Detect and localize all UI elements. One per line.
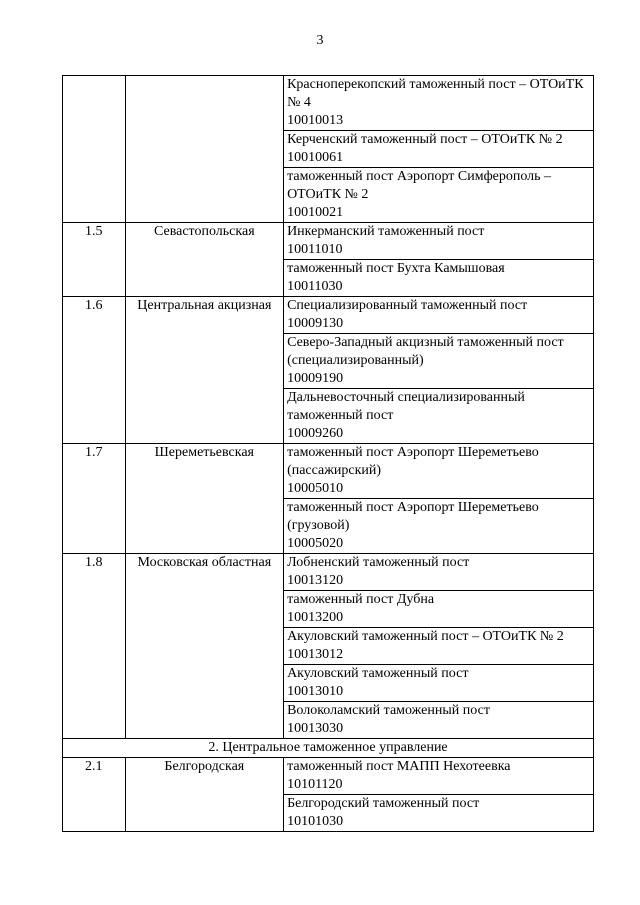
table-row [63,758,594,795]
customs-post-code: 10013010 [287,684,344,699]
table-body [63,76,594,832]
customs-post-code: 10009190 [287,371,344,386]
customs-post-name: таможенный пост МАПП Нехотеевка [287,759,511,774]
customs-post-code: 10013120 [287,573,344,588]
customs-post-cell [284,554,594,591]
customs-post-name: Акуловский таможенный пост [287,666,469,681]
customs-post-cell [284,76,594,131]
customs-post-code: 10013030 [287,721,344,736]
customs-name: Центральная акцизная [125,297,283,444]
customs-post-code: 10010013 [287,113,344,128]
customs-post-code: 10005020 [287,536,344,551]
customs-post-cell [284,665,594,702]
table-row [63,554,594,591]
customs-name: Шереметьевская [125,444,283,554]
customs-post-code: 10011010 [287,242,343,257]
customs-post-cell [284,223,594,260]
customs-name: Севастопольская [125,223,283,297]
customs-post-name: Специализированный таможенный пост [287,298,528,313]
customs-post-name: таможенный пост Аэропорт Симферополь – ОТОиТК № 2 [287,169,552,202]
table-row [63,76,594,131]
customs-post-cell [284,591,594,628]
customs-post-cell [284,168,594,223]
customs-post-code: 10009260 [287,426,344,441]
customs-post-cell [284,334,594,389]
customs-posts-table [62,75,594,832]
customs-name [125,76,283,223]
group-number: 1.8 [63,554,126,739]
customs-post-name: таможенный пост Дубна [287,592,435,607]
group-number [63,76,126,223]
table-row [63,444,594,499]
page-number: 3 [316,33,324,48]
customs-post-name: Лобненский таможенный пост [287,555,470,570]
section-title: 2. Центральное таможенное управление [63,739,594,758]
group-number: 1.7 [63,444,126,554]
customs-post-cell [284,389,594,444]
customs-post-name: Керченский таможенный пост – ОТОиТК № 2 [287,132,563,147]
customs-post-code: 10101120 [287,777,343,792]
customs-post-cell [284,795,594,832]
customs-post-cell [284,702,594,739]
customs-post-name: таможенный пост Бухта Камышовая [287,261,505,276]
customs-post-code: 10101030 [287,814,344,829]
customs-post-code: 10013012 [287,647,344,662]
customs-post-code: 10009130 [287,316,344,331]
customs-post-code: 10010021 [287,205,344,220]
customs-post-cell [284,131,594,168]
customs-post-code: 10005010 [287,481,344,496]
customs-post-name: Северо-Западный акцизный таможенный пост (специализированный) [287,335,564,368]
customs-post-name: Волоколамский таможенный пост [287,703,490,718]
table-row [63,297,594,334]
customs-post-cell [284,628,594,665]
customs-name: Московская областная [125,554,283,739]
customs-post-name: Инкерманский таможенный пост [287,224,485,239]
group-number: 1.6 [63,297,126,444]
customs-post-name: Дальневосточный специализированный таможенный пост [287,390,525,423]
customs-post-name: Акуловский таможенный пост – ОТОиТК № 2 [287,629,564,644]
group-number: 2.1 [63,758,126,832]
customs-post-name: таможенный пост Аэропорт Шереметьево (грузовой) [287,500,539,533]
customs-post-code: 10013200 [287,610,344,625]
customs-post-cell [284,297,594,334]
table-row [63,223,594,260]
customs-name: Белгородская [125,758,283,832]
customs-post-cell [284,499,594,554]
customs-post-cell [284,444,594,499]
customs-post-name: Красноперекопский таможенный пост – ОТОиТК № 4 [287,77,584,110]
customs-post-cell [284,758,594,795]
customs-post-code: 10011030 [287,279,343,294]
customs-post-code: 10010061 [287,150,344,165]
customs-post-cell [284,260,594,297]
customs-post-name: Белгородский таможенный пост [287,796,480,811]
group-number: 1.5 [63,223,126,297]
customs-post-name: таможенный пост Аэропорт Шереметьево (пассажирский) [287,445,539,478]
section-row [63,739,594,758]
